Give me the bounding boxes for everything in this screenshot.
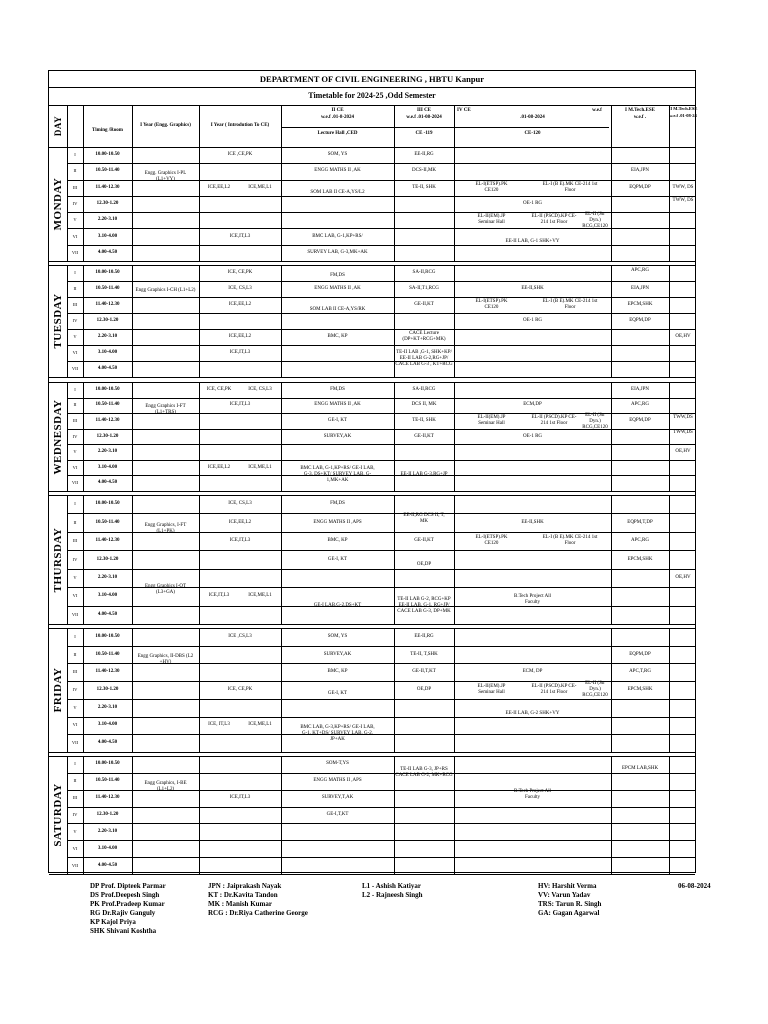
legend-entry: HV: Harshit Verma bbox=[538, 882, 597, 890]
class-cell-thu-p4-ii: GE-I, KT bbox=[327, 556, 348, 562]
period-time: 12.30-1.20 bbox=[96, 318, 119, 323]
period-number: IV bbox=[72, 812, 78, 817]
class-cell-mon-p5-iv1: EL-II(EM).JP Seminar Hall bbox=[477, 214, 506, 226]
legend-entry: SHK Shivani Koshtha bbox=[90, 927, 157, 935]
class-cell-fri-p2-iii: TE-II, T,SHK bbox=[410, 651, 438, 657]
class-cell-wed-p4-m2: TWW,DS bbox=[673, 430, 693, 436]
class-cell-thu-p3-iv2: EL-I (B E).MK CE-214 1st Floor bbox=[542, 535, 598, 547]
col-iv-ce-wef: .01-08-2024 bbox=[520, 115, 545, 120]
period-time: 11.40-12.30 bbox=[95, 302, 120, 307]
class-cell-wed-p1-y1b1: ICE, CE,PK bbox=[206, 386, 232, 392]
class-cell-wed-p2-iii: DCS II, MK bbox=[411, 402, 437, 408]
col-iii-ce-header: III CE bbox=[416, 108, 432, 113]
period-time: 2.20-3.10 bbox=[97, 449, 118, 455]
class-cell-thu-p6-y1b2: ICE,ME,L1 bbox=[248, 593, 272, 599]
day-label-thursday: THURSDAY bbox=[52, 527, 64, 592]
class-cell-fri-p6-ii: BMC LAB, G-3,KP+RS/ GE-I LAB, G-1, KT+DS/ SURVEY LAB, G-2, JP+AK bbox=[300, 725, 375, 743]
class-cell-mon-p7-ii: SURVEY LAB, G-3,MK+AK bbox=[307, 249, 368, 255]
class-cell-thu-p3-iii: GE-II,KT bbox=[414, 538, 434, 544]
class-cell-sat-p2-ii: ENGG MATHS II ,APS bbox=[313, 778, 362, 784]
period-number: V bbox=[73, 574, 77, 580]
class-cell-tue-p3-ii: SOM LAB II CE-A,YS/RK bbox=[309, 306, 366, 312]
period-number: IV bbox=[72, 433, 78, 439]
period-number: III bbox=[72, 795, 78, 801]
class-cell-thu-p6-iv: B.Tech Project All Faculty bbox=[513, 594, 551, 606]
class-cell-tue-p3-y1b: ICE,EE,L2 bbox=[228, 302, 252, 307]
col-iv-ce-wef-label: w.e.f bbox=[592, 108, 602, 113]
day-label-saturday: SATURDAY bbox=[52, 783, 64, 847]
col-iv-ce-room: CE-120 bbox=[524, 131, 541, 136]
faculty-legend bbox=[90, 882, 730, 942]
class-cell-wed-p4-ii: SURVEY,AK bbox=[323, 433, 352, 439]
period-number: V bbox=[73, 704, 77, 710]
period-time: 4.00-4.50 bbox=[97, 611, 118, 617]
period-number: IV bbox=[72, 318, 78, 323]
class-cell-fri-p4-ii: GE-I, KT bbox=[327, 690, 348, 696]
class-cell-fri-p5-iv: EE-II LAB, G-2 SHK+VY bbox=[505, 710, 560, 716]
period-number: II bbox=[73, 651, 77, 657]
period-time: 2.20-3.10 bbox=[97, 828, 118, 834]
col-y1-eg-header: I Year (Engg. Graphics) bbox=[140, 123, 191, 128]
class-cell-wed-p3-m1: EQPM,DP bbox=[629, 417, 651, 423]
timetable-sheet bbox=[48, 70, 696, 873]
class-cell-wed-p3-iv2: EL-II (PSCD).KP CE-214 1st Floor bbox=[531, 414, 577, 426]
period-number: VI bbox=[72, 722, 78, 728]
period-number: VI bbox=[72, 350, 78, 355]
legend-entry: DP Prof. Dipteek Parmar bbox=[90, 882, 166, 890]
class-cell-thu-p2-y1b: ICE,EE,L2 bbox=[228, 519, 252, 525]
period-number: II bbox=[73, 402, 77, 408]
period-time: 4.00-4.50 bbox=[97, 740, 118, 746]
col-iv-ce-header: IV CE bbox=[457, 108, 471, 113]
col-ii-ce-wef: w.e.f .01-8-2024 bbox=[320, 115, 355, 120]
col-mtech2-header: II M.Tech.ESE bbox=[668, 106, 698, 111]
class-cell-wed-p4-iii: GE-II,KT bbox=[414, 433, 434, 439]
period-number: I bbox=[74, 633, 76, 639]
class-cell-thu-p4-m1: EPCM,SHK bbox=[627, 556, 653, 562]
class-cell-thu-p4-iii: OE,DP bbox=[416, 562, 432, 568]
period-time: 4.00-4.50 bbox=[97, 366, 118, 371]
period-time: 2.20-3.10 bbox=[97, 574, 118, 580]
legend-entry: PK Prof.Pradeep Kumar bbox=[90, 900, 165, 908]
class-cell-mon-p4-iv: OE-1 RG bbox=[522, 201, 543, 206]
class-cell-thu-y1-eg2: Engg Graphics I-OT (L3+GA) bbox=[144, 583, 187, 595]
class-cell-wed-p6-iii: EE-II LAB G-3,RG+JP bbox=[400, 472, 448, 478]
period-number: V bbox=[73, 334, 77, 339]
period-number: III bbox=[72, 669, 78, 675]
class-cell-mon-p6-ii: BMC LAB, G-1,KP+RS/ bbox=[312, 233, 363, 239]
class-cell-mon-p1-y1b: ICE ,CE,PK bbox=[227, 152, 253, 158]
class-cell-fri-p4-iv2: EL-II (PSCD).KP CE-214 1st Floor bbox=[531, 684, 577, 695]
class-cell-fri-p3-ii: BMC, KP bbox=[327, 669, 348, 675]
class-cell-thu-p2-iii: EE-II,RG DCS II, T, MK bbox=[403, 512, 445, 524]
period-number: I bbox=[74, 761, 76, 767]
class-cell-sat-p2-iv: B.Tech Project All Faculty bbox=[513, 788, 551, 800]
period-time: 4.00-4.50 bbox=[97, 480, 118, 486]
class-cell-tue-p3-m1: EPCM,SHK bbox=[627, 302, 653, 307]
department-title: DEPARTMENT OF CIVIL ENGINEERING , HBTU Kanpur bbox=[259, 74, 485, 84]
class-cell-thu-p6-ii: GE-I LAB,G-2,DS+KT bbox=[313, 602, 362, 608]
period-number: II bbox=[73, 168, 77, 174]
period-time: 10.50-11.40 bbox=[95, 402, 120, 408]
class-cell-thu-p1-ii: FM,DS bbox=[330, 501, 345, 507]
period-time: 11.40-12.30 bbox=[95, 417, 120, 423]
period-number: V bbox=[73, 449, 77, 455]
class-cell-sat-p4-ii: GE-I,T,KT bbox=[326, 812, 349, 817]
class-cell-mon-p3-ii: SOM LAB II CE-A,YS/L2 bbox=[310, 189, 365, 195]
class-cell-tue-p2-iv: EE-II,SHK bbox=[521, 286, 544, 291]
class-cell-wed-p1-ii: FM,DS bbox=[330, 386, 345, 392]
col-iii-ce-room: CE -119 bbox=[415, 131, 433, 136]
col-ii-ce-room: Lecture Hall ,CED bbox=[317, 131, 358, 136]
legend-date: 06-08-2024 bbox=[678, 882, 711, 890]
period-time: 10.50-11.40 bbox=[95, 168, 120, 174]
class-cell-tue-p4-iv: OE-1 RG bbox=[522, 318, 543, 323]
class-cell-mon-p3-y1b2: ICE,ME,L1 bbox=[248, 184, 272, 190]
class-cell-sat-p1-m1: EPCM LAB,SHK bbox=[621, 766, 659, 772]
day-label-wednesday: WEDNESDAY bbox=[52, 398, 64, 475]
class-cell-fri-p1-y1b: ICE ,CS,L3 bbox=[228, 633, 252, 639]
period-time: 2.20-3.10 bbox=[97, 334, 118, 339]
period-number: I bbox=[74, 152, 76, 158]
legend-entry: VV: Varun Yadav bbox=[538, 891, 591, 899]
class-cell-thu-p6-iii: TE-II LAB G-2, RCG+KP EE-II LAB, G-1, RG+JP/ CACE LAB G-3, DP+MK bbox=[397, 596, 451, 614]
class-cell-mon-p4-m2: TWW, DS bbox=[672, 197, 694, 203]
class-cell-wed-p3-iv3: EL-II (Str Dyn.) RCG,CE120 bbox=[582, 412, 608, 430]
class-cell-tue-p1-m1: APC,RG bbox=[631, 268, 649, 274]
class-cell-tue-p1-ii: FM,DS bbox=[330, 273, 345, 279]
timetable-title: Timetable for 2024-25 ,Odd Semester bbox=[308, 91, 436, 100]
class-cell-wed-p3-m2: TWW,DS bbox=[673, 414, 693, 420]
period-number: V bbox=[73, 217, 77, 223]
legend-entry: RG Dr.Rajiv Ganguly bbox=[90, 909, 156, 917]
legend-entry: JPN : Jaiprakash Nayak bbox=[208, 882, 282, 890]
class-cell-mon-p3-iv1: EL-I(ETSP).PK CE120 bbox=[475, 181, 508, 193]
class-cell-tue-p2-y1b: ICE, CS,L3 bbox=[228, 286, 252, 291]
class-cell-tue-p1-y1b: ICE, CE,PK bbox=[227, 270, 253, 275]
class-cell-mon-p6-y1b: ICE,IT,L3 bbox=[229, 233, 251, 239]
class-cell-sat-p1-ii: SOM-T,YS bbox=[326, 761, 349, 767]
class-cell-fri-p4-iii: OE,DP bbox=[416, 687, 432, 692]
class-cell-mon-p2-ii: ENGG MATHS II ,AK bbox=[314, 168, 361, 174]
class-cell-tue-p6-y1b: ICE,IT,L3 bbox=[229, 350, 251, 355]
class-cell-thu-p1-y1b: ICE, CS,L3 bbox=[228, 501, 252, 507]
class-cell-tue-p3-iv1: EL-I(ETSP).PK CE120 bbox=[475, 299, 508, 310]
class-cell-wed-p5-m2: OE,HV bbox=[675, 449, 691, 455]
period-time: 10.00-10.50 bbox=[95, 270, 120, 275]
period-number: VI bbox=[72, 845, 78, 851]
day-label-tuesday: TUESDAY bbox=[52, 293, 64, 349]
period-number: III bbox=[72, 184, 78, 190]
period-time: 3.10-4.00 bbox=[97, 350, 118, 355]
period-number: IV bbox=[72, 201, 78, 206]
class-cell-sat-y1-eg: Engg Graphics, I-BE (L1+L2) bbox=[144, 780, 187, 792]
period-time: 10.50-11.40 bbox=[95, 519, 120, 525]
legend-entry: KP Kajol Priya bbox=[90, 918, 136, 926]
period-number: VI bbox=[72, 593, 78, 599]
class-cell-wed-p6-y1b2: ICE,ME,L1 bbox=[248, 464, 272, 470]
class-cell-mon-p3-iii: TE-II, SHK bbox=[412, 184, 436, 190]
period-number: VII bbox=[71, 249, 79, 255]
class-cell-tue-p3-iv2: EL-I (B E).MK CE-214 1st Floor bbox=[542, 299, 598, 310]
period-time: 11.40-12.30 bbox=[95, 184, 120, 190]
period-time: 10.00-10.50 bbox=[95, 633, 120, 639]
class-cell-fri-p6-y1b2: ICE,ME,L1 bbox=[248, 722, 272, 728]
class-cell-fri-p1-ii: SOM, YS bbox=[327, 633, 348, 639]
class-cell-thu-y1-eg1: Engg Graphics, I-FT (L1+PK) bbox=[144, 522, 187, 534]
period-time: 2.20-3.10 bbox=[97, 704, 118, 710]
period-time: 3.10-4.00 bbox=[97, 464, 118, 470]
period-number: III bbox=[72, 417, 78, 423]
period-time: 12.30-1.20 bbox=[96, 556, 119, 562]
legend-entry: L1 - Ashish Katiyar bbox=[362, 882, 421, 890]
period-number: I bbox=[74, 386, 76, 392]
period-number: VII bbox=[71, 862, 79, 868]
class-cell-fri-p4-y1b: ICE, CE,PK bbox=[227, 687, 253, 692]
period-time: 11.40-12.30 bbox=[95, 538, 120, 544]
period-number: VII bbox=[71, 366, 79, 371]
class-cell-fri-p4-m1: EPCM,SHK bbox=[627, 687, 653, 692]
class-cell-wed-p1-y1b2: ICE, CS,L3 bbox=[248, 386, 272, 392]
legend-entry: MK : Manish Kumar bbox=[208, 900, 272, 908]
class-cell-wed-y1-eg: Engg Graphics I-FT (L1+TRS) bbox=[145, 404, 186, 416]
class-cell-tue-y1-eg: Engg Graphics I-CH (L1+L2) bbox=[135, 288, 196, 293]
class-cell-wed-p3-iv1: EL-II(EM).JP Seminar Hall bbox=[477, 414, 506, 426]
class-cell-thu-p6-y1b1: ICE,IT,L3 bbox=[208, 593, 230, 599]
class-cell-mon-p1-iii: EE-II,RG bbox=[414, 152, 434, 158]
period-time: 2.20-3.10 bbox=[97, 217, 118, 223]
class-cell-thu-p3-ii: BMC, KP bbox=[327, 538, 348, 544]
period-number: V bbox=[73, 828, 77, 834]
class-cell-tue-p2-m1: EIA,JPN bbox=[631, 286, 649, 291]
period-time: 10.00-10.50 bbox=[95, 386, 120, 392]
class-cell-mon-p2-m1: EIA,JPN bbox=[631, 168, 649, 174]
class-cell-tue-p5-ii: BMC, KP bbox=[327, 334, 348, 339]
class-cell-mon-p3-m1: EQPM,DP bbox=[629, 184, 651, 190]
class-cell-mon-p3-m2: TWW, DS bbox=[672, 184, 694, 190]
period-time: 10.00-10.50 bbox=[95, 761, 120, 767]
class-cell-fri-p3-m1: APC,T,RG bbox=[629, 669, 651, 675]
day-label-friday: FRIDAY bbox=[52, 667, 64, 713]
day-label-monday: MONDAY bbox=[52, 177, 64, 231]
class-cell-tue-p6-iii: TE-II LAB ,G-1, SHK+KP/ EE-II LAB G-2,RG+JP/ CACE LAB G-3 , KT+RCG bbox=[395, 350, 453, 368]
class-cell-sat-p1-iii: TE-II LAB G-3, JP+RS CACE LAB G-2, MK+RCG bbox=[395, 766, 453, 778]
period-time: 3.10-4.00 bbox=[97, 722, 118, 728]
class-cell-mon-p2-iii: DCS-II,MK bbox=[411, 168, 437, 174]
class-cell-wed-p2-iv: ECM,DP bbox=[523, 402, 542, 408]
class-cell-tue-p2-ii: ENGG MATHS II ,AK bbox=[314, 286, 361, 291]
col-y1-ice-header: I Year ( Introdution To CE) bbox=[210, 123, 270, 128]
period-time: 12.30-1.20 bbox=[96, 812, 119, 817]
period-time: 12.30-1.20 bbox=[96, 201, 119, 206]
class-cell-fri-p4-iv1: EL-II(EM).JP Seminar Hall bbox=[477, 684, 506, 695]
class-cell-fri-p2-ii: SURVEY,AK bbox=[323, 651, 352, 657]
class-cell-fri-p1-iii: EE-II,RG bbox=[414, 633, 434, 639]
period-number: VI bbox=[72, 464, 78, 470]
period-time: 10.00-10.50 bbox=[95, 501, 120, 507]
class-cell-wed-p2-y1b: ICE,IT,L3 bbox=[229, 402, 251, 408]
period-number: VII bbox=[71, 611, 79, 617]
class-cell-sat-p3-ii: SURVEY,T,AK bbox=[321, 795, 354, 801]
class-cell-mon-p3-iv2: EL-I (B E).MK CE-214 1st Floor bbox=[542, 181, 598, 193]
class-cell-mon-p3-y1b1: ICE,EE,L2 bbox=[207, 184, 231, 190]
class-cell-mon-p1-ii: SOM, YS bbox=[327, 152, 348, 158]
class-cell-tue-p1-iii: SA-II,RCG bbox=[412, 270, 436, 275]
legend-entry: TRS: Tarun R. Singh bbox=[538, 900, 602, 908]
class-cell-fri-p3-iv: ECM, DP bbox=[522, 669, 543, 675]
col-mtech1-wef: w.e.f . bbox=[633, 115, 647, 120]
class-cell-wed-p4-iv: OE-1 RG bbox=[522, 433, 543, 439]
period-number: IV bbox=[72, 687, 78, 692]
legend-entry: DS Prof.Deepesh Singh bbox=[90, 891, 160, 899]
col-mtech2-wef: w.e.f .01-08-24 bbox=[669, 113, 697, 118]
period-time: 10.50-11.40 bbox=[95, 286, 120, 291]
class-cell-tue-p5-m2: OE,HV bbox=[675, 334, 691, 339]
period-number: IV bbox=[72, 556, 78, 562]
class-cell-tue-p4-m1: EQPM,DP bbox=[629, 318, 651, 323]
period-time: 10.50-11.40 bbox=[95, 778, 120, 784]
timing-header: Timing /Room bbox=[92, 128, 123, 133]
class-cell-thu-p2-ii: ENGG MATHS II ,APS bbox=[313, 519, 362, 525]
col-ii-ce-header: II CE bbox=[331, 108, 344, 113]
period-number: II bbox=[73, 286, 77, 291]
period-time: 11.40-12.30 bbox=[95, 795, 120, 801]
period-time: 3.10-4.00 bbox=[97, 845, 118, 851]
legend-entry: RCG : Dr.Riya Catherine George bbox=[208, 909, 308, 917]
col-iii-ce-wef: w.e.f .01-08-2024 bbox=[406, 115, 442, 120]
class-cell-thu-p3-y1b: ICE,IT,L3 bbox=[229, 538, 251, 544]
class-cell-thu-p2-iv: EE-II,SHK bbox=[521, 519, 544, 525]
class-cell-sat-p3-y1b: ICE,IT,L3 bbox=[229, 795, 251, 801]
period-time: 3.10-4.00 bbox=[97, 593, 118, 599]
class-cell-mon-y1-eg: Engg. Graphics I-PL (L1+VY) bbox=[144, 170, 187, 182]
period-number: III bbox=[72, 302, 78, 307]
class-cell-fri-p3-iii: GE-II,T,KT bbox=[412, 669, 436, 675]
class-cell-tue-p2-iii: SA-II,T1,RCG bbox=[409, 286, 439, 291]
class-cell-fri-p2-m1: EQPM,DP bbox=[629, 651, 651, 657]
period-time: 12.30-1.20 bbox=[96, 687, 119, 692]
period-number: I bbox=[74, 501, 76, 507]
period-number: II bbox=[73, 778, 77, 784]
class-cell-mon-p5-iv3: EL-II (Str Dyn.) RCG,CE120 bbox=[582, 211, 608, 229]
class-cell-wed-p2-ii: ENGG MATHS II ,AK bbox=[314, 402, 361, 408]
class-cell-thu-p5-m2: OE,HV bbox=[675, 574, 691, 580]
legend-entry: KT : Dr.Kavita Tandon bbox=[208, 891, 278, 899]
period-time: 3.10-4.00 bbox=[97, 233, 118, 239]
class-cell-fri-p6-y1b1: ICE, IT,L3 bbox=[208, 722, 230, 728]
class-cell-wed-p2-m1: APC,RG bbox=[631, 402, 649, 408]
legend-entry: GA: Gagan Agarwal bbox=[538, 909, 600, 917]
class-cell-mon-p6-iv: EE-II LAB, G-1 SHK+VY bbox=[505, 238, 560, 244]
col-mtech1-header: I M.Tech.ESE bbox=[625, 108, 655, 113]
day-header: DAY bbox=[53, 115, 63, 137]
period-time: 12.30-1.20 bbox=[96, 433, 119, 439]
class-cell-wed-p3-iii: TE-II, SHK bbox=[412, 417, 436, 423]
class-cell-thu-p3-m1: APC,RG bbox=[631, 538, 649, 544]
period-number: III bbox=[72, 538, 78, 544]
class-cell-tue-p5-iii: CACE Lecture (DP+KT+RCG+MK) bbox=[402, 331, 446, 342]
class-cell-mon-p5-iv2: EL-II (PSCD).KP CE-214 1st Floor bbox=[531, 214, 577, 226]
period-time: 10.00-10.50 bbox=[95, 152, 120, 158]
period-number: II bbox=[73, 519, 77, 525]
class-cell-tue-p5-y1b: ICE,EE,L2 bbox=[228, 334, 252, 339]
legend-entry: L2 - Rajneesh Singh bbox=[362, 891, 423, 899]
period-number: VI bbox=[72, 233, 78, 239]
period-time: 4.00-4.50 bbox=[97, 862, 118, 868]
period-time: 11.40-12.30 bbox=[95, 669, 120, 675]
period-number: VII bbox=[71, 480, 79, 486]
period-time: 4.00-4.50 bbox=[97, 249, 118, 255]
period-time: 10.50-11.40 bbox=[95, 651, 120, 657]
class-cell-tue-p3-iii: GE-II,KT bbox=[414, 302, 434, 307]
class-cell-wed-p3-ii: GE-I, KT bbox=[327, 417, 348, 423]
class-cell-fri-p4-iv3: EL-II (Str Dyn.) RCG,CE120 bbox=[582, 681, 608, 699]
class-cell-thu-p3-iv1: EL-I(ETSP).PK CE120 bbox=[475, 535, 508, 547]
period-number: I bbox=[74, 270, 76, 275]
class-cell-fri-y1-eg: Engg Graphics, II-DBS (L2 +HV) bbox=[137, 654, 194, 666]
period-number: VII bbox=[71, 740, 79, 746]
class-cell-thu-p2-m1: EQPM,T,DP bbox=[627, 519, 653, 525]
class-cell-wed-p1-m1: EIA,JPN bbox=[631, 386, 649, 392]
class-cell-wed-p6-ii: BMC LAB, G-1,KP+RS/ GE-I LAB, G-3, DS+KT/ SURVEY LAB, G-1,MK+AK bbox=[300, 466, 375, 484]
class-cell-wed-p1-iii: SA-II,RCG bbox=[412, 386, 436, 392]
class-cell-wed-p6-y1b1: ICE,EE,L2 bbox=[207, 464, 231, 470]
